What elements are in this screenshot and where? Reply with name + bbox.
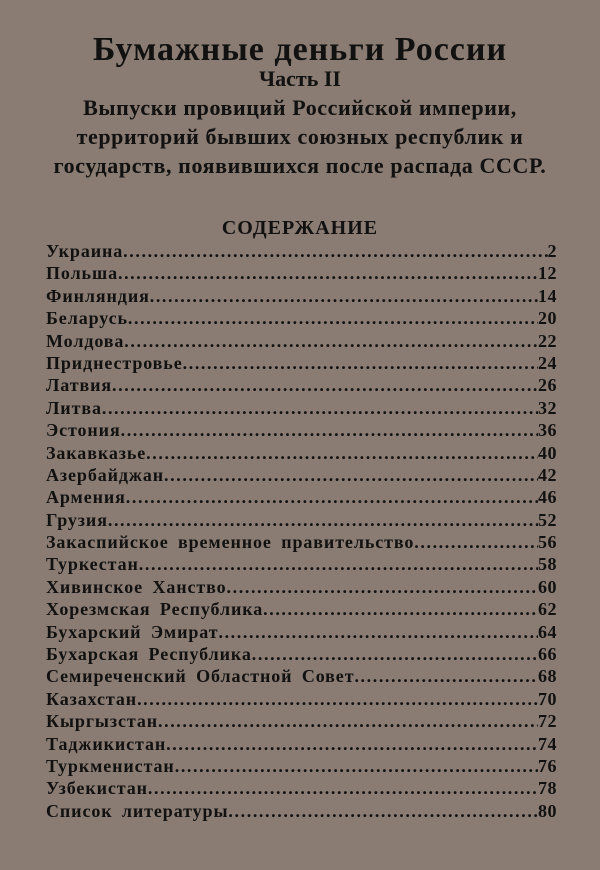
toc-entry-page: 14 — [538, 285, 557, 306]
toc-entry-title: Польша — [46, 263, 118, 284]
toc-entry-title: Туркменистан — [46, 755, 175, 776]
toc-entry-title: Латвия — [46, 375, 113, 396]
toc-entry — [46, 442, 557, 464]
toc-dot-leader — [108, 509, 538, 531]
toc-dot-leader — [148, 777, 538, 799]
toc-dot-leader — [166, 733, 538, 755]
toc-entry — [46, 486, 557, 508]
toc-entry — [46, 755, 557, 777]
toc-entry-title: Грузия — [46, 509, 108, 530]
toc-entry-page: 20 — [538, 308, 557, 329]
toc-entry-page: 42 — [538, 464, 557, 485]
toc-entry-page: 76 — [538, 755, 557, 776]
toc-entry-page: 32 — [538, 397, 557, 418]
book-subtitle: Выпуски провиций Российской империи, территорий бывших союзных республик и государств, появившихся после распада СССР. — [53, 95, 547, 178]
toc-entry-page: 70 — [538, 688, 557, 709]
toc-entry-title: Армения — [46, 487, 126, 508]
toc-entry-page: 64 — [538, 621, 557, 642]
toc-entry-title: Закавказье — [46, 442, 147, 463]
toc-entry-title: Туркестан — [46, 554, 139, 575]
toc-entry — [46, 777, 557, 799]
toc-dot-leader — [218, 621, 538, 643]
toc-entry — [46, 733, 557, 755]
toc-entry — [46, 621, 557, 643]
book-title: Бумажные деньги России — [92, 31, 508, 68]
toc-heading: СОДЕРЖАНИЕ — [221, 217, 379, 239]
toc-entry — [46, 374, 557, 396]
toc-dot-leader — [227, 576, 538, 598]
toc-entry-page: 12 — [538, 263, 557, 284]
toc-dot-leader — [150, 285, 538, 307]
toc-dot-leader — [118, 262, 538, 284]
toc-entry — [46, 509, 557, 531]
toc-entry-title: Приднестровье — [46, 352, 183, 373]
toc-dot-leader — [121, 419, 538, 441]
toc-entry-page: 80 — [538, 800, 557, 821]
toc-entry-page: 22 — [538, 330, 557, 351]
toc-entry — [46, 576, 557, 598]
toc-entry — [46, 397, 557, 419]
toc-dot-leader — [263, 598, 538, 620]
toc-dot-leader — [102, 397, 538, 419]
toc-entry-page: 52 — [538, 509, 557, 530]
toc-entry-page: 46 — [538, 487, 557, 508]
toc-entry-page: 36 — [538, 420, 557, 441]
toc-entry-page: 24 — [538, 352, 557, 373]
toc-entry-title: Кыргызстан — [46, 711, 158, 732]
toc-entry — [46, 330, 557, 352]
toc-entry-title: Литва — [46, 397, 102, 418]
toc-entry-page: 26 — [538, 375, 557, 396]
toc-entry-page: 2 — [547, 241, 557, 261]
toc-entry-title: Узбекистан — [46, 778, 148, 799]
toc-entry-title: Азербайджан — [46, 464, 165, 485]
toc-dot-leader — [354, 665, 538, 687]
toc-entry — [46, 307, 557, 329]
toc-entry-page: 56 — [538, 532, 557, 553]
toc-entry — [46, 352, 557, 374]
toc-dot-leader — [158, 710, 538, 732]
toc-entry-title: Беларусь — [46, 308, 128, 329]
toc-entry — [46, 643, 557, 665]
toc-dot-leader — [124, 330, 538, 352]
toc-dot-leader — [252, 643, 538, 665]
toc-entry — [46, 665, 557, 687]
toc-entry — [46, 598, 557, 620]
toc-dot-leader — [139, 553, 538, 575]
toc-entry — [46, 553, 557, 575]
toc-dot-leader — [228, 800, 538, 822]
table-of-contents — [46, 240, 557, 822]
toc-entry-title: Эстония — [46, 420, 121, 441]
toc-entry-title: Семиреченский Областной Совет — [46, 666, 355, 687]
toc-entry-page: 74 — [538, 733, 557, 754]
toc-entry-page: 72 — [538, 711, 557, 732]
toc-entry-page: 62 — [538, 599, 557, 620]
toc-entry-title: Бухарский Эмират — [46, 621, 219, 642]
toc-entry — [46, 800, 557, 822]
toc-entry-page: 58 — [538, 554, 557, 575]
toc-dot-leader — [126, 486, 538, 508]
toc-dot-leader — [164, 464, 538, 486]
toc-entry — [46, 688, 557, 710]
book-part: Часть II — [259, 66, 341, 91]
toc-entry-title: Хивинское Ханство — [46, 576, 227, 597]
toc-dot-leader — [146, 442, 538, 464]
toc-entry-title: Казахстан — [46, 688, 138, 709]
toc-entry-page: 40 — [538, 442, 557, 463]
toc-entry-title: Хорезмская Республика — [46, 599, 264, 620]
toc-entry — [46, 262, 557, 284]
toc-entry-title: Украина — [46, 241, 124, 261]
toc-entry-title: Список литературы — [46, 800, 229, 821]
toc-entry-title: Таджикистан — [46, 733, 167, 754]
toc-entry — [46, 419, 557, 441]
toc-entry-title: Молдова — [46, 330, 125, 351]
toc-dot-leader — [123, 240, 547, 262]
toc-entry — [46, 710, 557, 732]
toc-dot-leader — [175, 755, 538, 777]
toc-dot-leader — [128, 307, 538, 329]
toc-entry-title: Финляндия — [46, 285, 150, 306]
toc-entry-page: 78 — [538, 778, 557, 799]
toc-entry-page: 66 — [538, 644, 557, 665]
toc-entry-page: 68 — [538, 666, 557, 687]
toc-entry-page: 60 — [538, 576, 557, 597]
toc-entry — [46, 285, 557, 307]
toc-entry-title: Бухарская Республика — [46, 644, 252, 665]
toc-entry — [46, 240, 557, 262]
toc-entry — [46, 531, 557, 553]
toc-dot-leader — [112, 374, 538, 396]
toc-entry-title: Закаспийское временное правительство — [46, 532, 415, 553]
toc-dot-leader — [137, 688, 538, 710]
toc-entry — [46, 464, 557, 486]
toc-dot-leader — [183, 352, 538, 374]
toc-dot-leader — [414, 531, 538, 553]
